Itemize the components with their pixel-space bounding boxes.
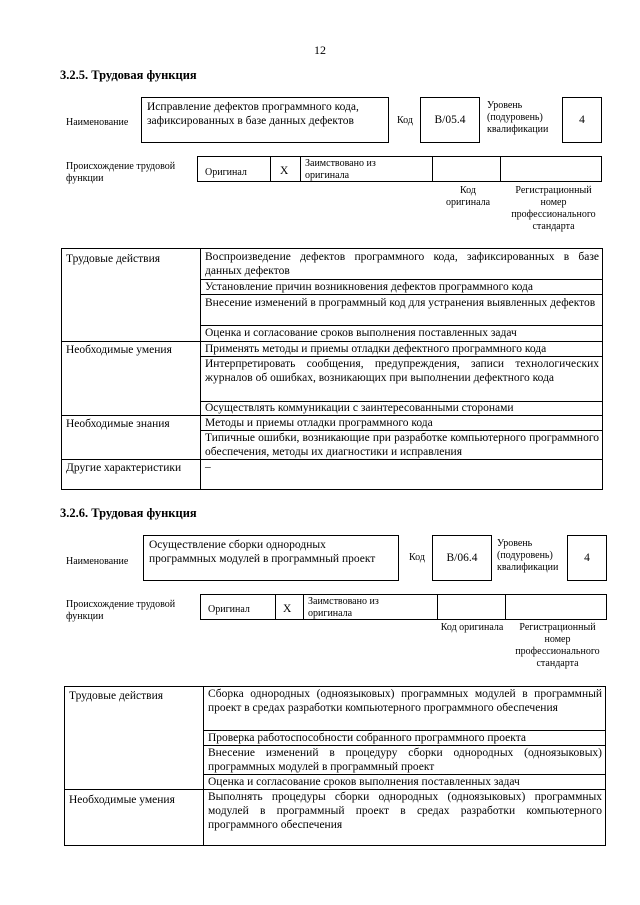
labor-action-item: Оценка и согласование сроков выполнения поставленных задач <box>208 776 520 788</box>
skill-item: Выполнять процедуры сборки однородных (одноязыковых) программных модулей в программный проект в средах разработки компьютерного программного обеспечения <box>208 791 602 831</box>
code-original-label: Код оригинала <box>440 622 504 633</box>
level-label: Уровень (подуровень) квалификации <box>487 100 549 135</box>
name-value-box <box>141 97 389 143</box>
labor-action-item: Сборка однородных (одноязыковых) программных модулей в программный проект в средах разработки компьютерного программного обеспечения <box>208 688 602 714</box>
page-number: 12 <box>314 43 326 57</box>
row-label-skills: Необходимые умения <box>69 794 175 806</box>
skill-item: Применять методы и приемы отладки дефектного программного кода <box>205 343 547 355</box>
code-value-box <box>432 535 492 581</box>
origin-label: Происхождение трудовой функции <box>66 161 176 184</box>
borrowed-label: Заимствовано из оригинала <box>308 596 379 619</box>
labor-action-item: Воспроизведение дефектов программного кода, зафиксированных в базе данных дефектов <box>205 251 599 277</box>
name-label: Наименование <box>66 556 129 567</box>
row-label-other: Другие характеристики <box>66 462 182 474</box>
reg-number-label: Регистрационный номер профессионального стандарта <box>511 185 596 232</box>
code-value: B/06.4 <box>446 552 478 564</box>
section-title: 3.2.5. Трудовая функция <box>60 68 197 82</box>
level-label: Уровень (подуровень) квалификации <box>497 538 559 573</box>
labor-action-item: Установление причин возникновения дефектов программного кода <box>205 281 533 293</box>
row-label-labor-actions: Трудовые действия <box>69 690 164 702</box>
labor-action-item: Внесение изменений в программный код для устранения выявленных дефектов <box>205 297 596 309</box>
name-label: Наименование <box>66 117 129 128</box>
level-value-box <box>562 97 602 143</box>
reg-number-label: Регистрационный номер профессионального стандарта <box>515 622 600 669</box>
knowledge-item: Методы и приемы отладки программного кода <box>205 417 433 429</box>
other-item: – <box>205 461 211 473</box>
row-label-labor-actions: Трудовые действия <box>66 253 161 265</box>
original-mark: X <box>283 603 292 615</box>
name-value: Исправление дефектов программного кода, зафиксированных в базе данных дефектов <box>147 101 359 127</box>
skill-item: Интерпретировать сообщения, предупреждения, записи технологических журналов об ошибках, возникающих при выполнении дефектного кода <box>205 358 599 384</box>
level-value: 4 <box>579 114 585 126</box>
level-value-box <box>567 535 607 581</box>
name-value-box <box>143 535 399 581</box>
origin-label: Происхождение трудовой функции <box>66 599 176 622</box>
original-label: Оригинал <box>208 604 250 615</box>
level-value: 4 <box>584 552 590 564</box>
code-label: Код <box>409 552 425 563</box>
original-label: Оригинал <box>205 167 247 178</box>
labor-action-item: Внесение изменений в процедуру сборки однородных (одноязыковых) программных модулей в программный проект <box>208 747 602 773</box>
row-label-knowledge: Необходимые знания <box>66 418 170 430</box>
knowledge-item: Типичные ошибки, возникающие при разработке компьютерного программного обеспечения, методы их диагностики и исправления <box>205 432 599 458</box>
row-label-skills: Необходимые умения <box>66 344 172 356</box>
name-value: Осуществление сборки однородных программных модулей в программный проект <box>149 539 376 565</box>
skill-item: Осуществлять коммуникации с заинтересованными сторонами <box>205 402 514 414</box>
original-mark: X <box>280 165 289 177</box>
borrowed-label: Заимствовано из оригинала <box>305 158 376 181</box>
labor-action-item: Оценка и согласование сроков выполнения поставленных задач <box>205 327 517 339</box>
section-title: 3.2.6. Трудовая функция <box>60 506 197 520</box>
labor-action-item: Проверка работоспособности собранного программного проекта <box>208 732 526 744</box>
code-value: B/05.4 <box>434 114 466 126</box>
code-original-label: Код оригинала <box>445 185 491 208</box>
code-label: Код <box>397 115 413 126</box>
code-value-box <box>420 97 480 143</box>
